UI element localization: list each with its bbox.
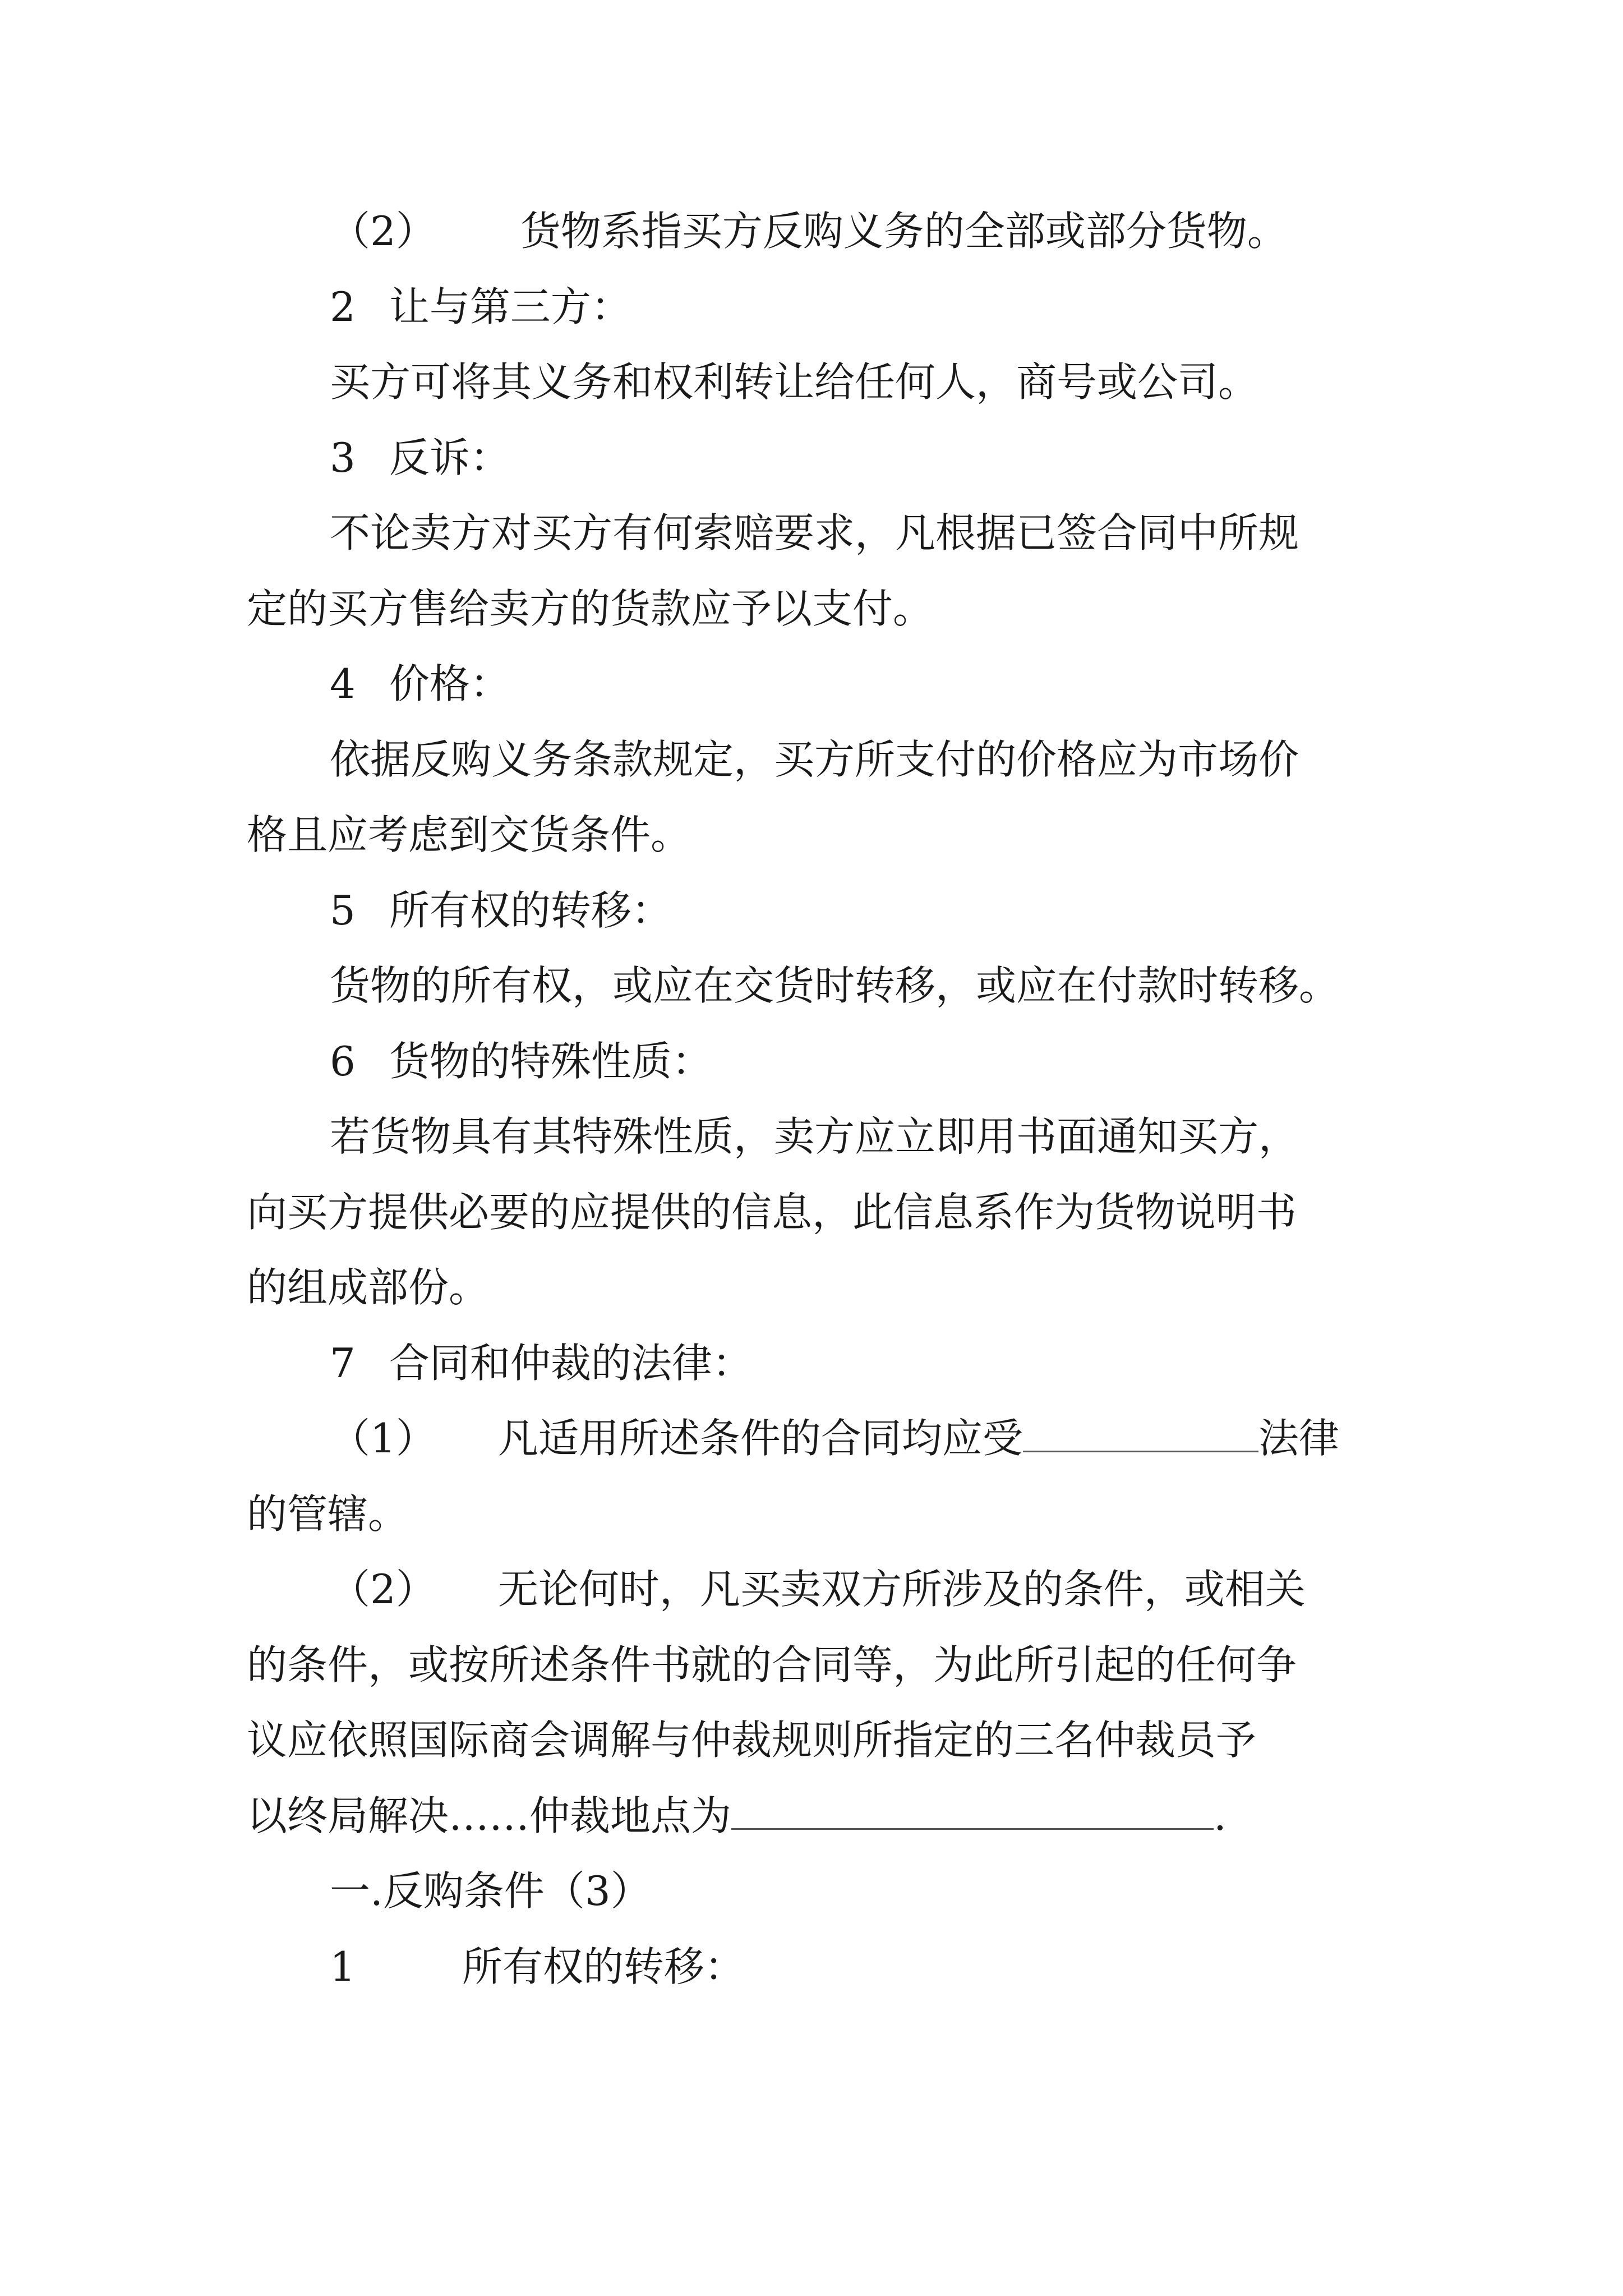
clause-number: （2）: [330, 208, 436, 255]
clause-line: [247, 1552, 1380, 1627]
paragraph-line: 议应依照国际商会调解与仲裁规则所指定的三名仲裁员予: [247, 1717, 1257, 1764]
section-heading: [247, 873, 1380, 949]
document-body: [247, 194, 1380, 2004]
paragraph-line: 不论卖方对买方有何索赔要求，凡根据已签合同中所规: [330, 509, 1299, 556]
section-heading: 一.反购条件（3）: [330, 1867, 651, 1915]
paragraph-line: 若货物具有其特殊性质，卖方应立即用书面通知买方，: [330, 1113, 1299, 1160]
section-number: 4: [330, 660, 356, 707]
section-title: 让与第三方：: [389, 283, 631, 330]
clause-line: [247, 194, 1380, 269]
clause-text: 凡适用所述条件的合同均应受: [497, 1415, 1023, 1462]
section-number: 1: [330, 1943, 356, 1990]
clause-line: [247, 1401, 1380, 1476]
paragraph-line: 格且应考虑到交货条件。: [247, 811, 691, 858]
section-heading: [247, 646, 1380, 722]
paragraph-line: 的组成部份。: [247, 1264, 490, 1311]
paragraph-line: 买方可将其义务和权利转让给任何人，商号或公司。: [330, 358, 1259, 406]
paragraph-line: [247, 1778, 1380, 1854]
clause-text: 以终局解决……仲裁地点为: [247, 1792, 732, 1839]
section-number: 3: [330, 434, 356, 481]
section-heading: [247, 269, 1380, 345]
paragraph-line: 定的买方售给卖方的货款应予以支付。: [247, 585, 934, 632]
section-heading: [247, 1929, 1380, 2005]
paragraph-line: 依据反购义务条款规定，买方所支付的价格应为市场价: [330, 735, 1299, 783]
section-title: 反诉：: [389, 434, 510, 481]
clause-number: （1）: [330, 1415, 436, 1462]
section-title: 所有权的转移：: [389, 886, 672, 934]
section-heading: [247, 1326, 1380, 1401]
paragraph-line: 的管辖。: [247, 1490, 409, 1538]
section-heading: [247, 420, 1380, 496]
section-number: 7: [330, 1339, 356, 1387]
paragraph-line: 的条件，或按所述条件书就的合同等，为此所引起的任何争: [247, 1641, 1297, 1688]
section-heading: [247, 1024, 1380, 1099]
section-number: 2: [330, 283, 356, 330]
fill-in-blank: [731, 1793, 1214, 1830]
section-title: 合同和仲裁的法律：: [389, 1339, 753, 1387]
clause-text: 无论何时，凡买卖双方所涉及的条件，或相关: [497, 1566, 1306, 1613]
clause-text: 货物系指买方反购义务的全部或部分货物。: [520, 208, 1288, 255]
clause-number: （2）: [330, 1566, 436, 1613]
paragraph-line: 货物的所有权，或应在交货时转移，或应在付款时转移。: [330, 962, 1340, 1009]
clause-text: .: [1214, 1792, 1227, 1839]
paragraph-line: 向买方提供必要的应提供的信息，此信息系作为货物说明书: [247, 1188, 1297, 1236]
section-title: 所有权的转移：: [462, 1943, 745, 1990]
section-title: 价格：: [389, 660, 510, 707]
clause-text: 法律: [1258, 1415, 1339, 1462]
section-number: 6: [330, 1037, 356, 1085]
section-number: 5: [330, 886, 356, 934]
fill-in-blank: [1023, 1416, 1258, 1452]
section-title: 货物的特殊性质：: [389, 1037, 712, 1085]
